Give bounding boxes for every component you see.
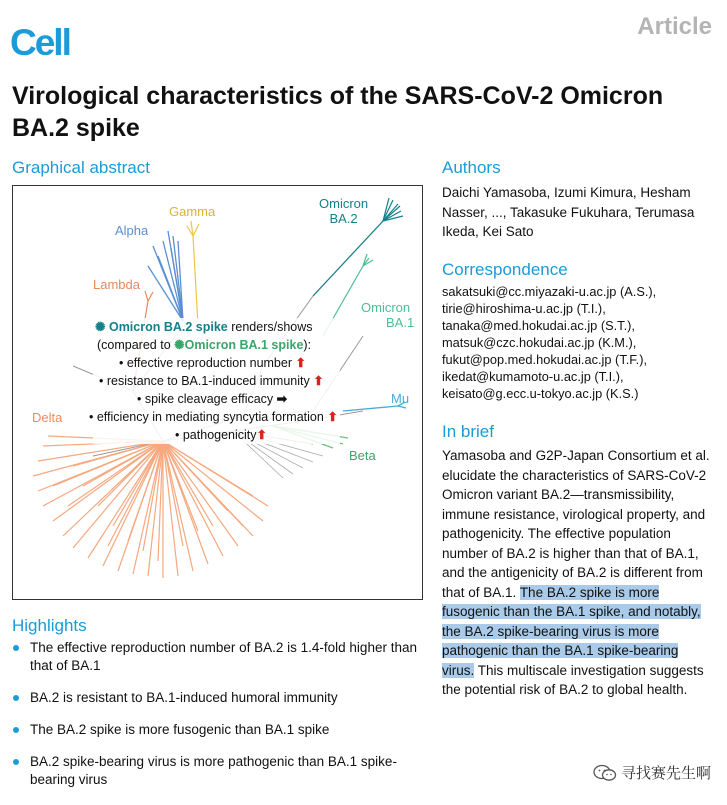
email-link[interactable]: tirie@hiroshima-u.ac.jp (T.I.), (442, 301, 606, 316)
gamma-label: Gamma (169, 204, 216, 219)
claim-line-1 (95, 318, 338, 336)
graphical-abstract-heading: Graphical abstract (12, 158, 150, 177)
lambda-label: Lambda (93, 277, 140, 292)
email-link[interactable]: tanaka@med.hokudai.ac.jp (S.T.), (442, 318, 635, 333)
gamma-branch (187, 221, 199, 326)
correspondence-list (442, 283, 722, 402)
authors-heading: Authors (442, 158, 501, 177)
in-brief-highlighted-text: The BA.2 spike is more fusogenic than the BA.1 spike, and notably, the BA.2 spike-bearing virus is more pathogenic than the BA.1 spike-bearing virus. (442, 584, 701, 678)
delta-branch (33, 436, 268, 578)
article-title: Virological characteristics of the SARS-CoV-2 Omicron BA.2 spike (12, 82, 664, 142)
journal-logo: Cell (10, 22, 70, 63)
article-type-label: Article (637, 13, 712, 40)
up-arrow-icon: ⬆ (295, 356, 306, 370)
claim-item-3-text: spike cleavage efficacy (144, 392, 274, 406)
omicron-ba2-label: Omicron BA.2 (319, 196, 369, 226)
in-brief-text-after: This multiscale investigation suggests the potential risk of BA.2 to global health. (442, 662, 704, 697)
omicron-ba1-label: Omicron (361, 300, 411, 315)
claim-item-1-text: effective reproduction number (126, 356, 293, 370)
spike-claims (89, 318, 340, 444)
claim-line2-pre: (compared to (97, 338, 175, 352)
up-arrow-icon: ⬆ (327, 410, 338, 424)
email-link[interactable]: sakatsuki@cc.miyazaki-u.ac.jp (A.S.), (442, 284, 657, 299)
claim-line1-rest: renders/shows (227, 320, 313, 334)
highlight-item (12, 753, 432, 789)
spike-icon-ba2: ✺ (95, 320, 106, 334)
alpha-branch (148, 231, 183, 321)
mu-label: Mu (391, 391, 410, 406)
claim-item-2: • resistance to BA.1-induced immunity ⬆ (99, 374, 324, 388)
spike-icon-ba1: ✺ (174, 338, 185, 352)
bullet-icon (13, 727, 19, 733)
claim-item-5-text: pathogenicity (182, 428, 257, 442)
watermark (593, 762, 711, 783)
email-link[interactable]: fukut@pop.med.hokudai.ac.jp (T.F.), (442, 352, 648, 367)
highlight-text: The effective reproduction number of BA.2 is 1.4-fold higher than that of BA.1 (30, 640, 417, 673)
claim-ba1-subject: Omicron BA.1 spike (184, 338, 304, 352)
highlight-text: BA.2 spike-bearing virus is more pathogenic than BA.1 spike-bearing virus (30, 754, 397, 787)
claim-ba2-subject: Omicron BA.2 spike (108, 320, 228, 334)
in-brief-text (442, 446, 714, 700)
right-arrow-icon: ➡ (276, 392, 288, 406)
highlight-item (12, 639, 432, 675)
highlights-heading: Highlights (12, 616, 87, 635)
beta-label: Beta (349, 448, 376, 463)
delta-label: Delta (32, 410, 63, 425)
claim-item-1: • effective reproduction number ⬆ (119, 356, 306, 370)
highlight-text: The BA.2 spike is more fusogenic than BA.1 spike (30, 722, 330, 737)
claim-item-3: • spike cleavage efficacy ➡ (137, 392, 288, 406)
up-arrow-icon: ⬆ (256, 428, 268, 442)
bullet-icon (13, 645, 19, 651)
claim-line-2 (95, 336, 338, 354)
up-arrow-icon: ⬆ (313, 374, 324, 388)
alpha-label: Alpha (115, 223, 149, 238)
highlight-item (12, 721, 432, 739)
graphical-abstract-figure (12, 185, 423, 600)
claim-item-5: • pathogenicity⬆ (175, 428, 268, 442)
highlights-list (12, 639, 432, 803)
claim-item-4-text: efficiency in mediating syncytia formation (96, 410, 324, 424)
claim-line2-post: ): (303, 338, 312, 352)
bullet-icon (13, 759, 19, 765)
wechat-icon (593, 764, 617, 782)
highlight-text: BA.2 is resistant to BA.1-induced humoral immunity (30, 690, 338, 705)
watermark-text: 寻找赛先生啊 (620, 765, 711, 782)
authors-list: Daichi Yamasoba, Izumi Kimura, Hesham Nasser, ..., Takasuke Fukuhara, Terumasa Ikeda, Kei Sato (442, 185, 695, 239)
email-link[interactable]: ikedat@kumamoto-u.ac.jp (T.I.), (442, 369, 624, 384)
bullet-icon (13, 695, 19, 701)
in-brief-heading: In brief (442, 422, 494, 441)
claim-item-2-text: resistance to BA.1-induced immunity (106, 374, 310, 388)
highlight-item (12, 689, 432, 707)
ba1-label: BA.1 (386, 315, 415, 330)
in-brief-text-before: Yamasoba and G2P-Japan Consortium et al. elucidate the characteristics of SARS-CoV-2 Omicron variant BA.2—transmissibility, immune resistance, virological property, and pathogenicity. The effective population number of BA.2 is higher than that of BA.1, and the antigenicity of BA.2 is different from that of BA.1. (442, 448, 710, 600)
email-link[interactable]: matsuk@czc.hokudai.ac.jp (K.M.), (442, 335, 637, 350)
correspondence-heading: Correspondence (442, 260, 568, 279)
claim-item-4: • efficiency in mediating syncytia formation ⬆ (89, 410, 338, 424)
email-link[interactable]: keisato@g.ecc.u-tokyo.ac.jp (K.S.) (442, 386, 639, 401)
